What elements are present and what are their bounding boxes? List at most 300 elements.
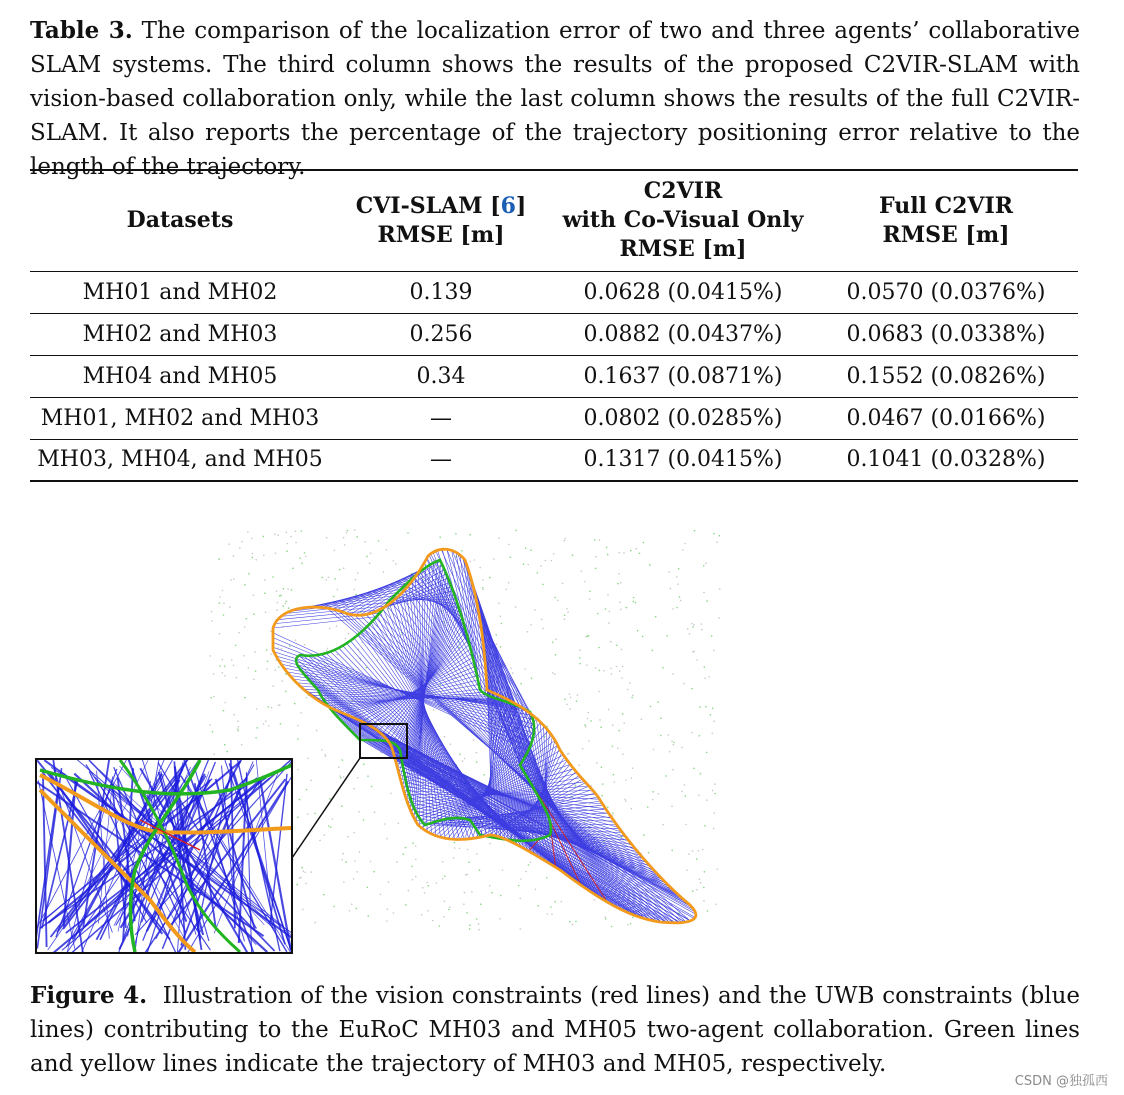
cell-covisual: 0.0628 (0.0415%) bbox=[583, 279, 783, 305]
map-point bbox=[713, 720, 715, 722]
map-point bbox=[607, 554, 609, 556]
map-point bbox=[421, 914, 423, 916]
map-point bbox=[439, 925, 441, 927]
map-point bbox=[408, 890, 410, 892]
cell-covisual: 0.0882 (0.0437%) bbox=[583, 321, 783, 347]
map-point bbox=[572, 924, 574, 926]
map-point bbox=[285, 691, 287, 693]
map-point bbox=[630, 923, 632, 925]
map-point bbox=[469, 928, 471, 930]
map-point bbox=[693, 624, 695, 626]
map-point bbox=[272, 576, 274, 578]
map-point bbox=[283, 588, 285, 590]
map-point bbox=[611, 673, 613, 675]
map-point bbox=[554, 597, 556, 599]
map-point bbox=[412, 879, 414, 881]
map-point bbox=[564, 538, 566, 540]
map-point bbox=[500, 895, 502, 897]
map-point bbox=[681, 747, 683, 749]
map-point bbox=[535, 889, 537, 891]
cell-covisual: 0.0802 (0.0285%) bbox=[583, 405, 783, 431]
zoom-inset bbox=[32, 755, 300, 960]
map-point bbox=[326, 579, 328, 581]
map-point bbox=[439, 684, 441, 686]
map-point bbox=[597, 613, 599, 615]
map-point bbox=[534, 609, 536, 611]
map-point bbox=[569, 693, 571, 695]
map-point bbox=[501, 623, 503, 625]
map-point bbox=[213, 673, 215, 675]
map-point bbox=[703, 887, 705, 889]
map-point bbox=[562, 583, 564, 585]
map-point bbox=[467, 849, 469, 851]
map-point bbox=[483, 774, 485, 776]
map-point bbox=[297, 817, 299, 819]
map-point bbox=[520, 928, 522, 930]
map-point bbox=[470, 561, 472, 563]
table-header-row bbox=[30, 170, 1078, 271]
map-point bbox=[581, 571, 583, 573]
map-point bbox=[570, 697, 572, 699]
map-point bbox=[706, 799, 708, 801]
map-point bbox=[478, 923, 480, 925]
map-point bbox=[617, 583, 619, 585]
map-point bbox=[631, 808, 633, 810]
map-point bbox=[668, 571, 670, 573]
map-point bbox=[613, 774, 615, 776]
map-point bbox=[671, 806, 673, 808]
cell-cvi: 0.256 bbox=[409, 321, 473, 347]
map-point bbox=[719, 588, 721, 590]
map-point bbox=[281, 648, 283, 650]
citation-link[interactable]: 6 bbox=[500, 192, 516, 219]
map-point bbox=[627, 924, 629, 926]
map-point bbox=[493, 558, 495, 560]
map-point bbox=[662, 824, 664, 826]
map-point bbox=[378, 540, 380, 542]
map-point bbox=[483, 589, 485, 591]
map-point bbox=[211, 611, 213, 613]
map-point bbox=[594, 899, 596, 901]
map-point bbox=[453, 857, 455, 859]
map-point bbox=[594, 539, 596, 541]
map-point bbox=[601, 767, 603, 769]
map-point bbox=[314, 922, 316, 924]
map-point bbox=[575, 785, 577, 787]
map-point bbox=[371, 786, 373, 788]
map-point bbox=[704, 871, 706, 873]
map-point bbox=[229, 606, 231, 608]
map-point bbox=[703, 565, 705, 567]
map-point bbox=[307, 758, 309, 760]
cell-dataset: MH01 and MH02 bbox=[82, 279, 278, 305]
map-point bbox=[466, 912, 468, 914]
map-point bbox=[600, 726, 602, 728]
map-point bbox=[712, 790, 714, 792]
results-table bbox=[30, 169, 1078, 482]
header-c2vir-covisual: C2VIR with Co-Visual Only RMSE [m] bbox=[562, 178, 804, 263]
map-point bbox=[508, 582, 510, 584]
map-point bbox=[366, 556, 368, 558]
map-point bbox=[605, 918, 607, 920]
map-point bbox=[278, 666, 280, 668]
map-point bbox=[301, 530, 303, 532]
map-point bbox=[265, 720, 267, 722]
map-point bbox=[555, 638, 557, 640]
map-point bbox=[304, 552, 306, 554]
map-point bbox=[301, 867, 303, 869]
map-point bbox=[550, 906, 552, 908]
map-point bbox=[685, 795, 687, 797]
map-point bbox=[589, 598, 591, 600]
map-point bbox=[588, 740, 590, 742]
map-point bbox=[523, 563, 525, 565]
map-point bbox=[642, 636, 644, 638]
map-point bbox=[671, 741, 673, 743]
map-point bbox=[584, 581, 586, 583]
map-point bbox=[369, 562, 371, 564]
map-point bbox=[278, 705, 280, 707]
map-point bbox=[277, 602, 279, 604]
map-point bbox=[464, 618, 466, 620]
map-point bbox=[478, 929, 480, 931]
map-point bbox=[326, 650, 328, 652]
cell-dataset: MH01, MH02 and MH03 bbox=[40, 405, 320, 431]
map-point bbox=[561, 901, 563, 903]
map-point bbox=[411, 866, 413, 868]
map-point bbox=[611, 926, 613, 928]
map-point bbox=[396, 861, 398, 863]
map-point bbox=[609, 611, 611, 613]
map-point bbox=[608, 709, 610, 711]
map-point bbox=[304, 872, 306, 874]
figure-caption-text: Illustration of the vision constraints (red lines) and the UWB constraints (blue lines) contributing to the EuRoC MH03 and MH05 two-agent collaboration. Green lines and yellow lines indicate the trajectory of MH03 and MH05, respectively. bbox=[30, 983, 1081, 1077]
map-point bbox=[541, 619, 543, 621]
map-point bbox=[666, 635, 668, 637]
map-point bbox=[707, 910, 709, 912]
map-point bbox=[652, 650, 654, 652]
map-point bbox=[498, 537, 500, 539]
map-point bbox=[395, 563, 397, 565]
map-point bbox=[349, 910, 351, 912]
map-point bbox=[255, 559, 257, 561]
map-point bbox=[424, 892, 426, 894]
map-point bbox=[341, 805, 343, 807]
map-point bbox=[267, 661, 269, 663]
map-point bbox=[323, 894, 325, 896]
map-point bbox=[525, 871, 527, 873]
table-row bbox=[30, 439, 1078, 481]
map-point bbox=[518, 885, 520, 887]
watermark: CSDN @独孤西 bbox=[1014, 1074, 1108, 1089]
cell-cvi: — bbox=[430, 447, 452, 473]
map-point bbox=[620, 609, 622, 611]
uwb-constraint bbox=[427, 558, 604, 900]
map-point bbox=[289, 645, 291, 647]
map-point bbox=[244, 626, 246, 628]
map-point bbox=[702, 849, 704, 851]
map-point bbox=[374, 811, 376, 813]
map-point bbox=[356, 871, 358, 873]
map-point bbox=[311, 871, 313, 873]
map-point bbox=[223, 710, 225, 712]
map-point bbox=[713, 650, 715, 652]
map-point bbox=[557, 600, 559, 602]
map-point bbox=[604, 916, 606, 918]
map-point bbox=[458, 647, 460, 649]
map-point bbox=[294, 703, 296, 705]
map-point bbox=[691, 732, 693, 734]
map-point bbox=[238, 726, 240, 728]
map-point bbox=[238, 632, 240, 634]
map-point bbox=[356, 908, 358, 910]
map-point bbox=[268, 725, 270, 727]
map-point bbox=[496, 644, 498, 646]
map-point bbox=[343, 881, 345, 883]
map-point bbox=[353, 832, 355, 834]
map-point bbox=[233, 664, 235, 666]
map-point bbox=[719, 535, 721, 537]
map-point bbox=[271, 707, 273, 709]
map-point bbox=[603, 670, 605, 672]
map-point bbox=[342, 759, 344, 761]
map-point bbox=[598, 691, 600, 693]
map-point bbox=[704, 678, 706, 680]
map-point bbox=[233, 578, 235, 580]
map-point bbox=[226, 751, 228, 753]
map-point bbox=[692, 651, 694, 653]
map-point bbox=[510, 667, 512, 669]
map-point bbox=[270, 631, 272, 633]
map-point bbox=[407, 532, 409, 534]
map-point bbox=[635, 602, 637, 604]
map-point bbox=[263, 555, 265, 557]
map-point bbox=[643, 834, 645, 836]
map-point bbox=[443, 916, 445, 918]
map-point bbox=[626, 607, 628, 609]
map-point bbox=[716, 541, 718, 543]
map-point bbox=[655, 616, 657, 618]
map-point bbox=[324, 754, 326, 756]
map-point bbox=[465, 874, 467, 876]
table-row bbox=[30, 271, 1078, 313]
map-point bbox=[618, 573, 620, 575]
map-point bbox=[502, 869, 504, 871]
map-point bbox=[569, 921, 571, 923]
map-point bbox=[279, 704, 281, 706]
map-point bbox=[270, 654, 272, 656]
map-point bbox=[297, 725, 299, 727]
map-point bbox=[616, 645, 618, 647]
map-point bbox=[386, 549, 388, 551]
map-point bbox=[300, 712, 302, 714]
map-point bbox=[321, 749, 323, 751]
map-point bbox=[230, 579, 232, 581]
map-point bbox=[685, 824, 687, 826]
map-point bbox=[610, 641, 612, 643]
map-point bbox=[339, 569, 341, 571]
map-point bbox=[569, 708, 571, 710]
map-point bbox=[693, 768, 695, 770]
map-point bbox=[235, 645, 237, 647]
map-point bbox=[464, 892, 466, 894]
map-point bbox=[566, 608, 568, 610]
map-point bbox=[527, 564, 529, 566]
map-point bbox=[652, 799, 654, 801]
map-point bbox=[244, 697, 246, 699]
map-point bbox=[589, 591, 591, 593]
map-point bbox=[291, 589, 293, 591]
map-point bbox=[243, 655, 245, 657]
map-point bbox=[578, 765, 580, 767]
map-point bbox=[367, 775, 369, 777]
map-point bbox=[714, 783, 716, 785]
map-point bbox=[474, 559, 476, 561]
map-point bbox=[355, 579, 357, 581]
map-point bbox=[459, 848, 461, 850]
map-point bbox=[554, 673, 556, 675]
map-point bbox=[712, 708, 714, 710]
header-full-c2vir: Full C2VIR RMSE [m] bbox=[878, 192, 1014, 248]
map-point bbox=[621, 649, 623, 651]
map-point bbox=[662, 667, 664, 669]
map-point bbox=[599, 670, 601, 672]
cell-covisual: 0.1317 (0.0415%) bbox=[583, 447, 783, 473]
map-point bbox=[336, 625, 338, 627]
map-point bbox=[306, 697, 308, 699]
map-point bbox=[473, 739, 475, 741]
map-point bbox=[422, 887, 424, 889]
map-point bbox=[612, 812, 614, 814]
map-point bbox=[512, 672, 514, 674]
map-point bbox=[704, 666, 706, 668]
map-point bbox=[222, 672, 224, 674]
uwb-constraint-lines bbox=[273, 549, 696, 923]
map-point bbox=[387, 909, 389, 911]
map-point bbox=[253, 595, 255, 597]
map-point bbox=[252, 553, 254, 555]
map-point bbox=[288, 607, 290, 609]
map-point bbox=[698, 795, 700, 797]
map-point bbox=[219, 596, 221, 598]
map-point bbox=[310, 780, 312, 782]
map-point bbox=[301, 563, 303, 565]
map-point bbox=[552, 672, 554, 674]
map-point bbox=[256, 708, 258, 710]
uwb-constraint bbox=[415, 577, 618, 908]
map-point bbox=[704, 825, 706, 827]
map-point bbox=[691, 688, 693, 690]
map-point bbox=[694, 530, 696, 532]
map-point bbox=[224, 675, 226, 677]
map-point bbox=[279, 595, 281, 597]
header-datasets: Datasets bbox=[126, 207, 234, 234]
map-point bbox=[302, 870, 304, 872]
map-point bbox=[669, 751, 671, 753]
map-point bbox=[515, 530, 517, 532]
map-point bbox=[347, 530, 349, 532]
map-point bbox=[286, 550, 288, 552]
map-point bbox=[334, 578, 336, 580]
map-point bbox=[491, 892, 493, 894]
map-point bbox=[672, 769, 674, 771]
map-point bbox=[705, 562, 707, 564]
map-point bbox=[643, 542, 645, 544]
map-point bbox=[346, 532, 348, 534]
map-point bbox=[555, 654, 557, 656]
map-point bbox=[631, 697, 633, 699]
map-point bbox=[239, 547, 241, 549]
map-point bbox=[653, 749, 655, 751]
map-point bbox=[266, 649, 268, 651]
map-point bbox=[357, 572, 359, 574]
map-point bbox=[567, 753, 569, 755]
map-point bbox=[703, 900, 705, 902]
map-point bbox=[454, 842, 456, 844]
map-point bbox=[519, 898, 521, 900]
map-point bbox=[567, 611, 569, 613]
map-point bbox=[461, 550, 463, 552]
map-point bbox=[601, 795, 603, 797]
map-point bbox=[641, 718, 643, 720]
map-point bbox=[210, 697, 212, 699]
map-point bbox=[623, 552, 625, 554]
map-point bbox=[537, 572, 539, 574]
map-point bbox=[354, 529, 356, 531]
map-point bbox=[676, 576, 678, 578]
table-caption bbox=[30, 14, 1080, 184]
map-point bbox=[448, 909, 450, 911]
map-point bbox=[299, 799, 301, 801]
map-point bbox=[386, 838, 388, 840]
map-point bbox=[275, 553, 277, 555]
map-point bbox=[530, 624, 532, 626]
map-point bbox=[264, 579, 266, 581]
map-point bbox=[552, 642, 554, 644]
map-point bbox=[633, 601, 635, 603]
map-point bbox=[353, 788, 355, 790]
map-point bbox=[233, 714, 235, 716]
map-point bbox=[713, 533, 715, 535]
map-point bbox=[329, 628, 331, 630]
map-point bbox=[633, 597, 635, 599]
map-point bbox=[405, 847, 407, 849]
map-point bbox=[347, 836, 349, 838]
map-point bbox=[625, 800, 627, 802]
map-point bbox=[393, 560, 395, 562]
map-point bbox=[528, 864, 530, 866]
map-point bbox=[211, 620, 213, 622]
map-point bbox=[706, 600, 708, 602]
map-point bbox=[564, 699, 566, 701]
map-point bbox=[698, 850, 700, 852]
map-point bbox=[228, 543, 230, 545]
map-point bbox=[712, 733, 714, 735]
map-point bbox=[231, 659, 233, 661]
table-label: Table 3. bbox=[30, 17, 133, 44]
map-point bbox=[296, 884, 298, 886]
map-point bbox=[415, 859, 417, 861]
map-point bbox=[599, 719, 601, 721]
map-point bbox=[476, 752, 478, 754]
map-point bbox=[482, 579, 484, 581]
map-point bbox=[305, 883, 307, 885]
map-point bbox=[354, 589, 356, 591]
map-point bbox=[590, 720, 592, 722]
map-point bbox=[691, 623, 693, 625]
map-point bbox=[575, 921, 577, 923]
map-point bbox=[530, 862, 532, 864]
